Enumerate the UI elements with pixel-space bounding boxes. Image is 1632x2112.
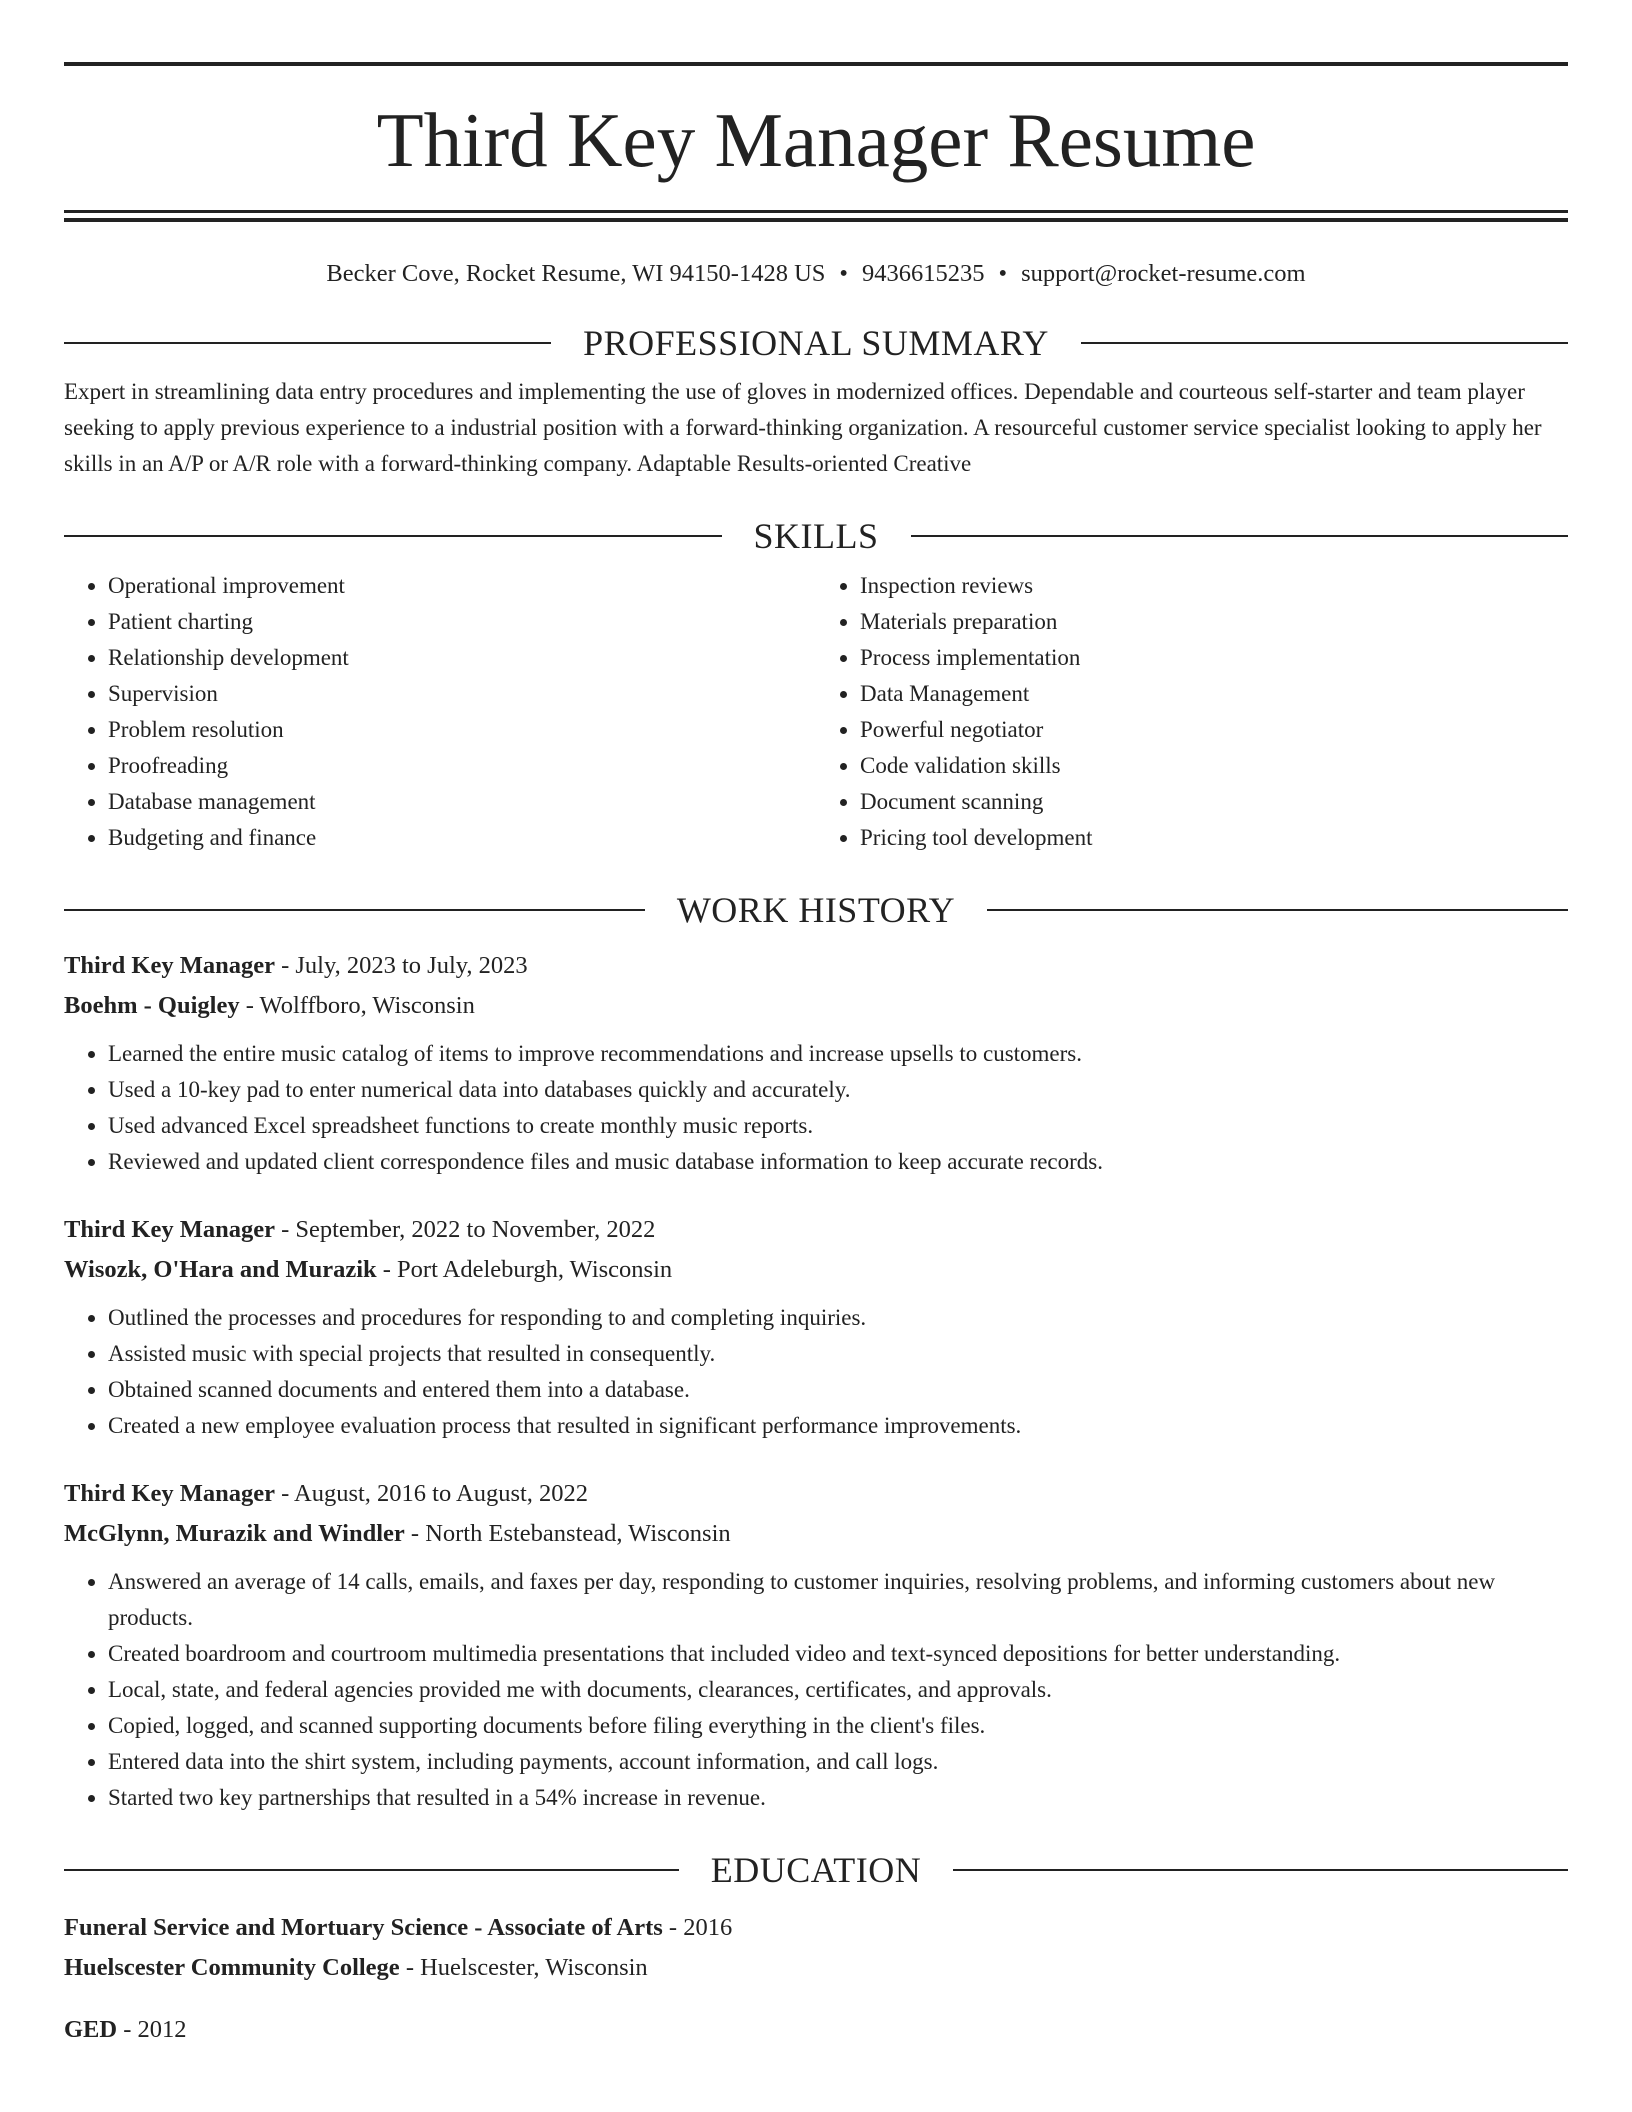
skill-item: • Database management (108, 784, 816, 820)
skill-item: • Inspection reviews (860, 568, 1568, 604)
skills-column-right (816, 568, 1568, 856)
skill-item: • Operational improvement (108, 568, 816, 604)
job-company-line (64, 986, 1568, 1026)
education-heading: EDUCATION (710, 1850, 922, 1890)
job-title: Third Key Manager (64, 952, 275, 979)
job-bullet: • Used advanced Excel spreadsheet functions to create monthly music reports. (108, 1108, 1568, 1144)
job-title-line (64, 1474, 1568, 1514)
job-bullet: • Reviewed and updated client correspondence files and music database information to keep accurate records. (108, 1144, 1568, 1180)
job-bullet: • Answered an average of 14 calls, emails, and faxes per day, responding to customer inquiries, resolving problems, and informing customers about new products. (108, 1564, 1568, 1636)
section-rule (987, 909, 1568, 911)
section-rule (64, 1869, 679, 1871)
skill-item: • Code validation skills (860, 748, 1568, 784)
job-title: Third Key Manager (64, 1216, 275, 1243)
skill-item: • Relationship development (108, 640, 816, 676)
job-company-line (64, 1250, 1568, 1290)
skill-item: • Budgeting and finance (108, 820, 816, 856)
title-double-rule (64, 210, 1568, 222)
skills-column-left (64, 568, 816, 856)
job-bullet: • Local, state, and federal agencies provided me with documents, clearances, certificates, and approvals. (108, 1672, 1568, 1708)
work-section-header (64, 890, 1568, 930)
job-location: - North Estebanstead, Wisconsin (404, 1520, 731, 1547)
job-title-line (64, 946, 1568, 986)
job-company: Boehm - Quigley (64, 992, 240, 1019)
job-bullet: • Used a 10-key pad to enter numerical data into databases quickly and accurately. (108, 1072, 1568, 1108)
contact-address: Becker Cove, Rocket Resume, WI 94150-1428 US (326, 260, 826, 287)
education-school-line (64, 1948, 1568, 1988)
job-title-line (64, 1210, 1568, 1250)
contact-email[interactable]: support@rocket-resume.com (1021, 260, 1306, 287)
skill-item: • Pricing tool development (860, 820, 1568, 856)
education-entry (64, 1908, 1568, 1988)
education-degree-line (64, 2010, 1568, 2050)
contact-line (64, 259, 1568, 289)
section-rule (911, 535, 1569, 537)
resume-title: Third Key Manager Resume (376, 97, 1256, 183)
skill-item: • Document scanning (860, 784, 1568, 820)
skill-item: • Materials preparation (860, 604, 1568, 640)
education-entry (64, 2010, 1568, 2050)
job-bullets (64, 1036, 1568, 1180)
job-bullet: • Created a new employee evaluation process that resulted in significant performance improvements. (108, 1408, 1568, 1444)
skills-heading: SKILLS (753, 516, 879, 556)
contact-separator: • (998, 260, 1008, 287)
summary-heading: PROFESSIONAL SUMMARY (583, 323, 1049, 363)
job-entry (64, 1474, 1568, 1816)
skills-list (64, 568, 1568, 856)
job-company: McGlynn, Murazik and Windler (64, 1520, 405, 1547)
job-bullet: • Outlined the processes and procedures for responding to and completing inquiries. (108, 1300, 1568, 1336)
job-bullets (64, 1564, 1568, 1816)
job-bullet: • Obtained scanned documents and entered them into a database. (108, 1372, 1568, 1408)
job-dates: - August, 2016 to August, 2022 (274, 1480, 589, 1507)
skills-section-header (64, 516, 1568, 556)
summary-text: Expert in streamlining data entry procedures and implementing the use of gloves in modernized offices. Dependable and courteous self-starter and team player seeking to apply previous experience to a industrial position with a forward-thinking organization. A resourceful customer service specialist looking to apply her skills in an A/P or A/R role with a forward-thinking company. Adaptable Results-oriented Creative (64, 379, 1542, 476)
skill-item: • Process implementation (860, 640, 1568, 676)
education-school: Huelscester Community College (64, 1954, 400, 1981)
education-section-header (64, 1850, 1568, 1890)
job-bullet: • Assisted music with special projects that resulted in consequently. (108, 1336, 1568, 1372)
job-company: Wisozk, O'Hara and Murazik (64, 1256, 377, 1283)
job-bullet: • Learned the entire music catalog of items to improve recommendations and increase upsells to customers. (108, 1036, 1568, 1072)
job-bullets (64, 1300, 1568, 1444)
education-location: - Huelscester, Wisconsin (399, 1954, 648, 1981)
education-degree: GED (64, 2016, 118, 2043)
contact-phone: 9436615235 (861, 260, 985, 287)
job-title: Third Key Manager (64, 1480, 275, 1507)
job-dates: - July, 2023 to July, 2023 (274, 952, 528, 979)
section-rule (1081, 342, 1568, 344)
education-year: - 2016 (662, 1914, 733, 1941)
job-bullet: • Started two key partnerships that resulted in a 54% increase in revenue. (108, 1780, 1568, 1816)
skill-item: • Patient charting (108, 604, 816, 640)
contact-separator: • (839, 260, 848, 287)
job-location: - Wolffboro, Wisconsin (239, 992, 475, 1019)
education-year: - 2012 (117, 2016, 187, 2043)
skill-item: • Proofreading (108, 748, 816, 784)
skill-item: • Data Management (860, 676, 1568, 712)
top-rule (64, 62, 1568, 66)
job-bullet: • Entered data into the shirt system, including payments, account information, and call logs. (108, 1744, 1568, 1780)
section-rule (64, 909, 645, 911)
resume-page (64, 0, 1568, 2050)
skill-item: • Powerful negotiator (860, 712, 1568, 748)
section-rule (64, 342, 551, 344)
skill-item: • Problem resolution (108, 712, 816, 748)
education-degree-line (64, 1908, 1568, 1948)
job-bullet: • Copied, logged, and scanned supporting documents before filing everything in the client's files. (108, 1708, 1568, 1744)
section-rule (953, 1869, 1568, 1871)
job-company-line (64, 1514, 1568, 1554)
job-dates: - September, 2022 to November, 2022 (274, 1216, 656, 1243)
job-entry (64, 1210, 1568, 1444)
skill-item: • Supervision (108, 676, 816, 712)
work-heading: WORK HISTORY (676, 890, 956, 930)
education-degree: Funeral Service and Mortuary Science - Associate of Arts (64, 1914, 663, 1941)
section-rule (64, 535, 722, 537)
summary-section-header (64, 323, 1568, 363)
job-location: - Port Adeleburgh, Wisconsin (376, 1256, 673, 1283)
job-bullet: • Created boardroom and courtroom multimedia presentations that included video and text-synced depositions for better understanding. (108, 1636, 1568, 1672)
job-entry (64, 946, 1568, 1180)
